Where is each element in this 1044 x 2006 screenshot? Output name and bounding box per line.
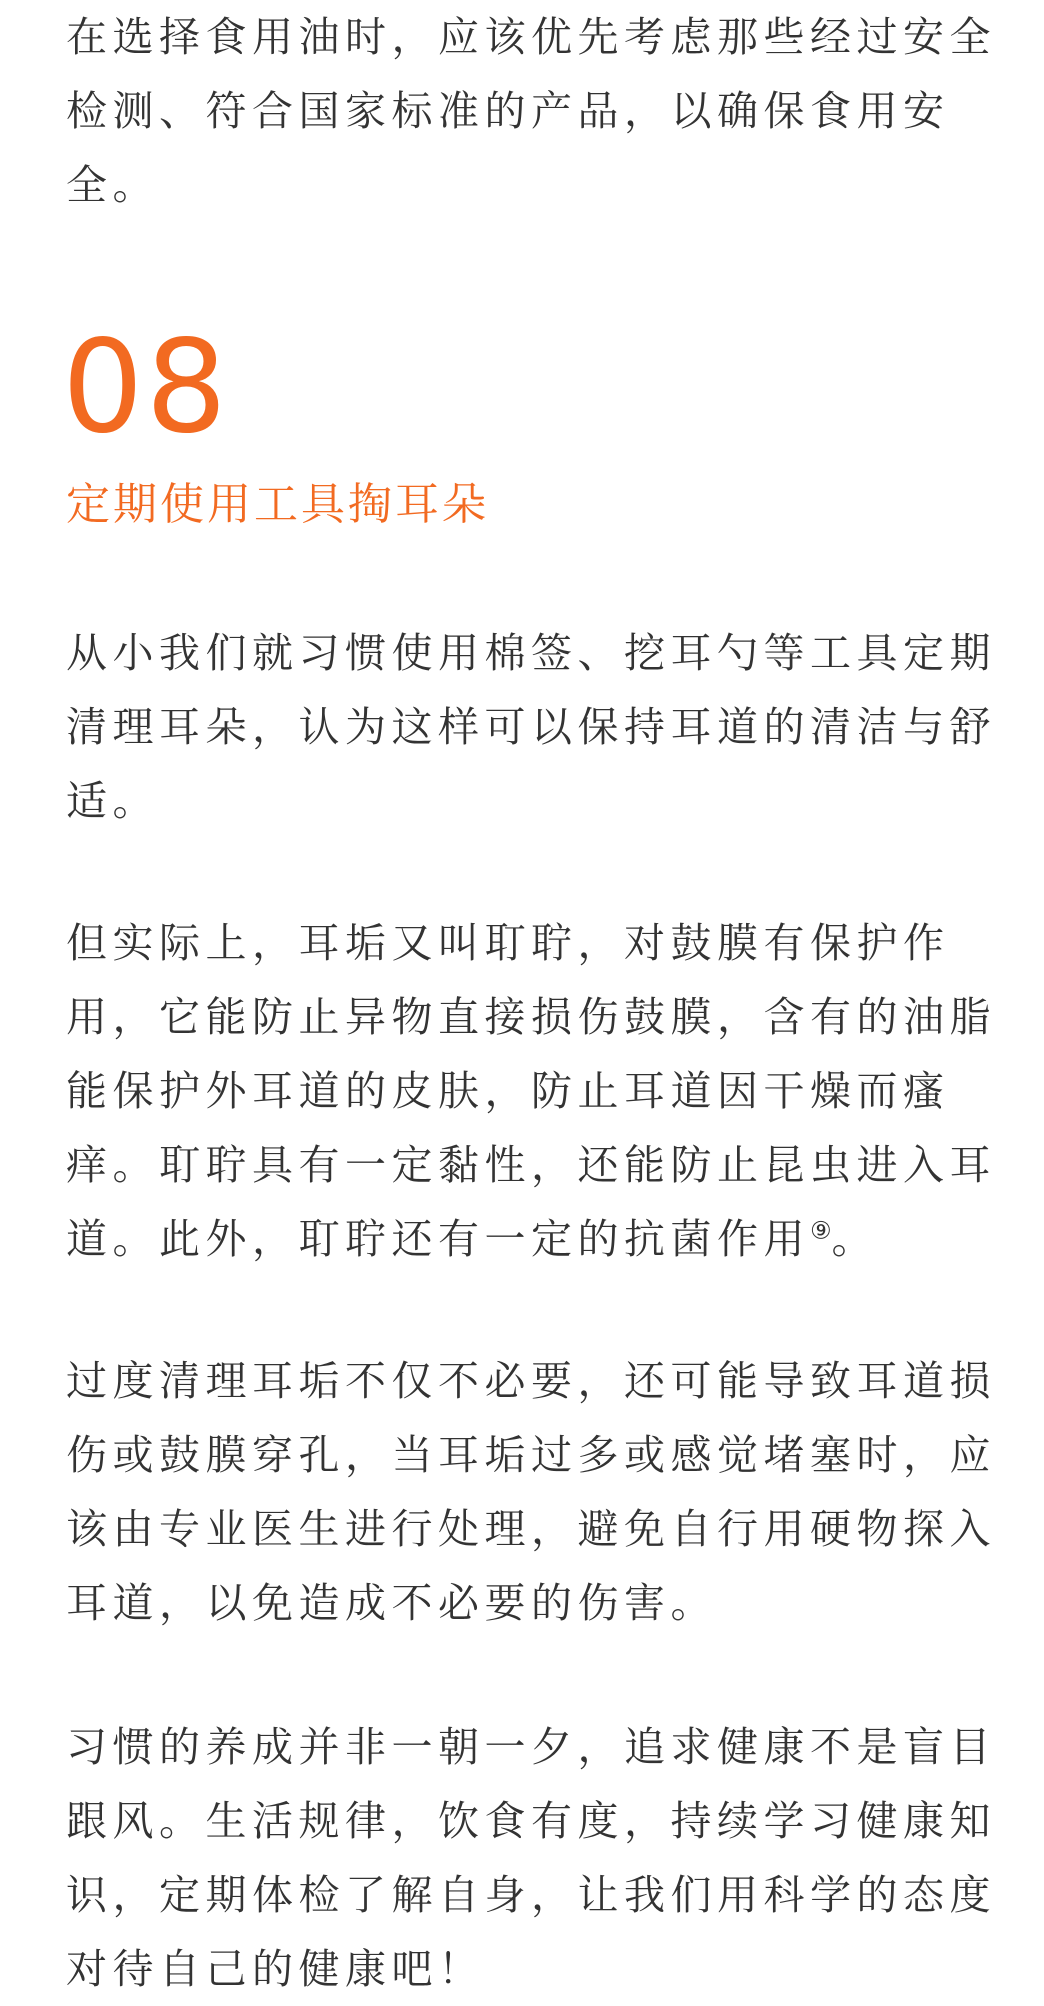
paragraph-earwax-text: 但实际上，耳垢又叫耵聍，对鼓膜有保护作用，它能防止异物直接损伤鼓膜，含有的油脂能保护外耳道的皮肤，防止耳道因干燥而瘙痒。耵聍具有一定黏性，还能防止昆虫进入耳道。此外，耵聍还有一定的抗菌作用 bbox=[66, 919, 996, 1263]
paragraph-conclusion: 习惯的养成并非一朝一夕，追求健康不是盲目跟风。生活规律，饮食有度，持续学习健康知识，定期体检了解自身，让我们用科学的态度对待自己的健康吧！ bbox=[66, 1723, 996, 1993]
section-title: 定期使用工具掏耳朵 bbox=[66, 479, 489, 530]
reference-marker[interactable]: ⑨ bbox=[810, 1216, 832, 1245]
paragraph-over-cleaning: 过度清理耳垢不仅不必要，还可能导致耳道损伤或鼓膜穿孔，当耳垢过多或感觉堵塞时，应该由专业医生进行处理，避免自行用硬物探入耳道，以免造成不必要的伤害。 bbox=[66, 1357, 996, 1627]
intro-paragraph: 在选择食用油时，应该优先考虑那些经过安全检测、符合国家标准的产品，以确保食用安全。 bbox=[66, 13, 996, 209]
section-number: 08 bbox=[62, 313, 229, 462]
paragraph-cotton-swab: 从小我们就习惯使用棉签、挖耳勺等工具定期清理耳朵，认为这样可以保持耳道的清洁与舒适。 bbox=[66, 629, 996, 825]
paragraph-end-punctuation: 。 bbox=[831, 1215, 879, 1263]
paragraph-earwax-function bbox=[66, 906, 996, 1276]
